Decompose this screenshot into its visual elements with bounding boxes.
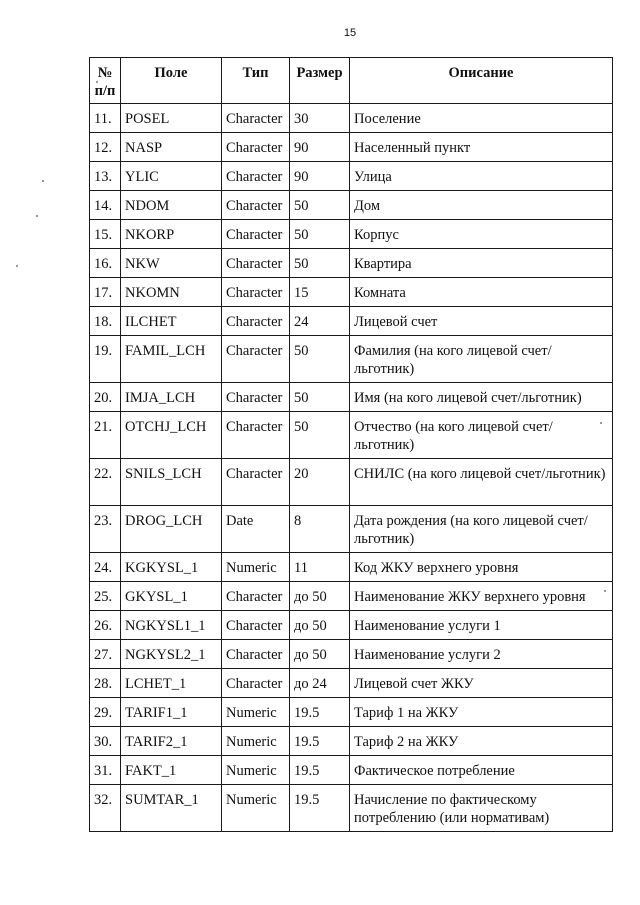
cell-type: Character bbox=[222, 133, 290, 162]
cell-description: Населенный пункт bbox=[350, 133, 613, 162]
cell-num: 14. bbox=[90, 191, 121, 220]
cell-description: Тариф 1 на ЖКУ bbox=[350, 698, 613, 727]
cell-field: NGKYSL1_1 bbox=[121, 611, 222, 640]
scan-speck bbox=[600, 422, 602, 424]
table-row bbox=[90, 383, 613, 412]
cell-size: 50 bbox=[290, 412, 350, 459]
table-row bbox=[90, 133, 613, 162]
cell-type: Character bbox=[222, 383, 290, 412]
cell-size: 19.5 bbox=[290, 785, 350, 832]
cell-size: 11 bbox=[290, 553, 350, 582]
cell-size: 90 bbox=[290, 133, 350, 162]
cell-num: 11. bbox=[90, 104, 121, 133]
table-row bbox=[90, 162, 613, 191]
cell-type: Character bbox=[222, 307, 290, 336]
cell-field: TARIF1_1 bbox=[121, 698, 222, 727]
cell-type: Character bbox=[222, 669, 290, 698]
cell-field: OTCHJ_LCH bbox=[121, 412, 222, 459]
cell-num: 19. bbox=[90, 336, 121, 383]
cell-size: 30 bbox=[290, 104, 350, 133]
header-num: № п/п bbox=[90, 58, 121, 104]
cell-field: NGKYSL2_1 bbox=[121, 640, 222, 669]
cell-description: Дом bbox=[350, 191, 613, 220]
cell-description: Фактическое потребление bbox=[350, 756, 613, 785]
cell-size: 20 bbox=[290, 459, 350, 506]
cell-description: Отчество (на кого лицевой счет/льготник) bbox=[350, 412, 613, 459]
cell-type: Character bbox=[222, 220, 290, 249]
page-number: 15 bbox=[343, 27, 357, 39]
cell-size: 19.5 bbox=[290, 756, 350, 785]
cell-type: Character bbox=[222, 249, 290, 278]
cell-type: Character bbox=[222, 336, 290, 383]
cell-num: 32. bbox=[90, 785, 121, 832]
scan-speck bbox=[96, 81, 98, 83]
cell-size: 50 bbox=[290, 336, 350, 383]
cell-num: 28. bbox=[90, 669, 121, 698]
cell-field: POSEL bbox=[121, 104, 222, 133]
cell-num: 25. bbox=[90, 582, 121, 611]
cell-num: 16. bbox=[90, 249, 121, 278]
cell-num: 18. bbox=[90, 307, 121, 336]
cell-type: Character bbox=[222, 191, 290, 220]
cell-description: Улица bbox=[350, 162, 613, 191]
cell-field: LCHET_1 bbox=[121, 669, 222, 698]
cell-field: SUMTAR_1 bbox=[121, 785, 222, 832]
table-row bbox=[90, 582, 613, 611]
scan-speck bbox=[42, 180, 44, 182]
cell-field: SNILS_LCH bbox=[121, 459, 222, 506]
table-row bbox=[90, 669, 613, 698]
cell-size: 15 bbox=[290, 278, 350, 307]
cell-size: до 50 bbox=[290, 640, 350, 669]
cell-description: Наименование услуги 2 bbox=[350, 640, 613, 669]
cell-field: ILCHET bbox=[121, 307, 222, 336]
fields-table bbox=[89, 57, 613, 832]
cell-description: Корпус bbox=[350, 220, 613, 249]
table-row bbox=[90, 104, 613, 133]
cell-field: KGKYSL_1 bbox=[121, 553, 222, 582]
cell-size: 50 bbox=[290, 220, 350, 249]
cell-num: 20. bbox=[90, 383, 121, 412]
cell-num: 31. bbox=[90, 756, 121, 785]
cell-num: 23. bbox=[90, 506, 121, 553]
cell-size: 8 bbox=[290, 506, 350, 553]
cell-description: Тариф 2 на ЖКУ bbox=[350, 727, 613, 756]
cell-size: до 50 bbox=[290, 582, 350, 611]
cell-size: 24 bbox=[290, 307, 350, 336]
cell-type: Character bbox=[222, 640, 290, 669]
cell-field: FAMIL_LCH bbox=[121, 336, 222, 383]
table-row bbox=[90, 785, 613, 832]
cell-num: 15. bbox=[90, 220, 121, 249]
cell-field: NKOMN bbox=[121, 278, 222, 307]
table-row bbox=[90, 191, 613, 220]
header-type: Тип bbox=[222, 58, 290, 104]
cell-description: Квартира bbox=[350, 249, 613, 278]
table-row bbox=[90, 336, 613, 383]
table-row bbox=[90, 611, 613, 640]
cell-num: 26. bbox=[90, 611, 121, 640]
cell-size: до 50 bbox=[290, 611, 350, 640]
cell-num: 17. bbox=[90, 278, 121, 307]
table-row bbox=[90, 727, 613, 756]
cell-num: 21. bbox=[90, 412, 121, 459]
table-row bbox=[90, 756, 613, 785]
cell-description: Код ЖКУ верхнего уровня bbox=[350, 553, 613, 582]
header-size: Размер bbox=[290, 58, 350, 104]
cell-field: FAKT_1 bbox=[121, 756, 222, 785]
cell-description: Поселение bbox=[350, 104, 613, 133]
cell-field: NASP bbox=[121, 133, 222, 162]
cell-description: Наименование ЖКУ верхнего уровня bbox=[350, 582, 613, 611]
cell-field: YLIC bbox=[121, 162, 222, 191]
cell-type: Numeric bbox=[222, 756, 290, 785]
scan-speck bbox=[36, 215, 38, 217]
cell-description: Лицевой счет ЖКУ bbox=[350, 669, 613, 698]
cell-num: 22. bbox=[90, 459, 121, 506]
table-row bbox=[90, 553, 613, 582]
table-row bbox=[90, 459, 613, 506]
cell-field: TARIF2_1 bbox=[121, 727, 222, 756]
table-row bbox=[90, 640, 613, 669]
table-row bbox=[90, 307, 613, 336]
cell-size: до 24 bbox=[290, 669, 350, 698]
cell-type: Numeric bbox=[222, 698, 290, 727]
cell-description: Имя (на кого лицевой счет/льготник) bbox=[350, 383, 613, 412]
cell-field: IMJA_LCH bbox=[121, 383, 222, 412]
cell-description: СНИЛС (на кого лицевой счет/льготник) bbox=[350, 459, 613, 506]
cell-num: 24. bbox=[90, 553, 121, 582]
cell-size: 50 bbox=[290, 383, 350, 412]
table-row bbox=[90, 220, 613, 249]
cell-num: 12. bbox=[90, 133, 121, 162]
cell-type: Character bbox=[222, 278, 290, 307]
cell-description: Наименование услуги 1 bbox=[350, 611, 613, 640]
cell-size: 50 bbox=[290, 191, 350, 220]
table-header-row bbox=[90, 58, 613, 104]
cell-field: NKORP bbox=[121, 220, 222, 249]
table-row bbox=[90, 506, 613, 553]
scan-speck bbox=[16, 265, 18, 267]
cell-num: 30. bbox=[90, 727, 121, 756]
cell-type: Character bbox=[222, 104, 290, 133]
cell-type: Character bbox=[222, 162, 290, 191]
cell-description: Комната bbox=[350, 278, 613, 307]
cell-description: Дата рождения (на кого лицевой счет/льготник) bbox=[350, 506, 613, 553]
cell-type: Character bbox=[222, 582, 290, 611]
cell-size: 50 bbox=[290, 249, 350, 278]
cell-type: Character bbox=[222, 611, 290, 640]
cell-type: Numeric bbox=[222, 553, 290, 582]
cell-description: Фамилия (на кого лицевой счет/льготник) bbox=[350, 336, 613, 383]
cell-num: 29. bbox=[90, 698, 121, 727]
cell-description: Лицевой счет bbox=[350, 307, 613, 336]
cell-num: 27. bbox=[90, 640, 121, 669]
cell-num: 13. bbox=[90, 162, 121, 191]
cell-size: 19.5 bbox=[290, 698, 350, 727]
cell-description: Начисление по фактическому потреблению (или нормативам) bbox=[350, 785, 613, 832]
cell-field: GKYSL_1 bbox=[121, 582, 222, 611]
table-row bbox=[90, 278, 613, 307]
cell-type: Character bbox=[222, 412, 290, 459]
table-row bbox=[90, 412, 613, 459]
table-row bbox=[90, 698, 613, 727]
cell-type: Numeric bbox=[222, 727, 290, 756]
cell-size: 19.5 bbox=[290, 727, 350, 756]
cell-field: NDOM bbox=[121, 191, 222, 220]
cell-field: DROG_LCH bbox=[121, 506, 222, 553]
cell-field: NKW bbox=[121, 249, 222, 278]
cell-size: 90 bbox=[290, 162, 350, 191]
table-row bbox=[90, 249, 613, 278]
header-field: Поле bbox=[121, 58, 222, 104]
cell-type: Numeric bbox=[222, 785, 290, 832]
cell-type: Character bbox=[222, 459, 290, 506]
header-description: Описание bbox=[350, 58, 613, 104]
cell-type: Date bbox=[222, 506, 290, 553]
scan-speck bbox=[604, 590, 606, 592]
